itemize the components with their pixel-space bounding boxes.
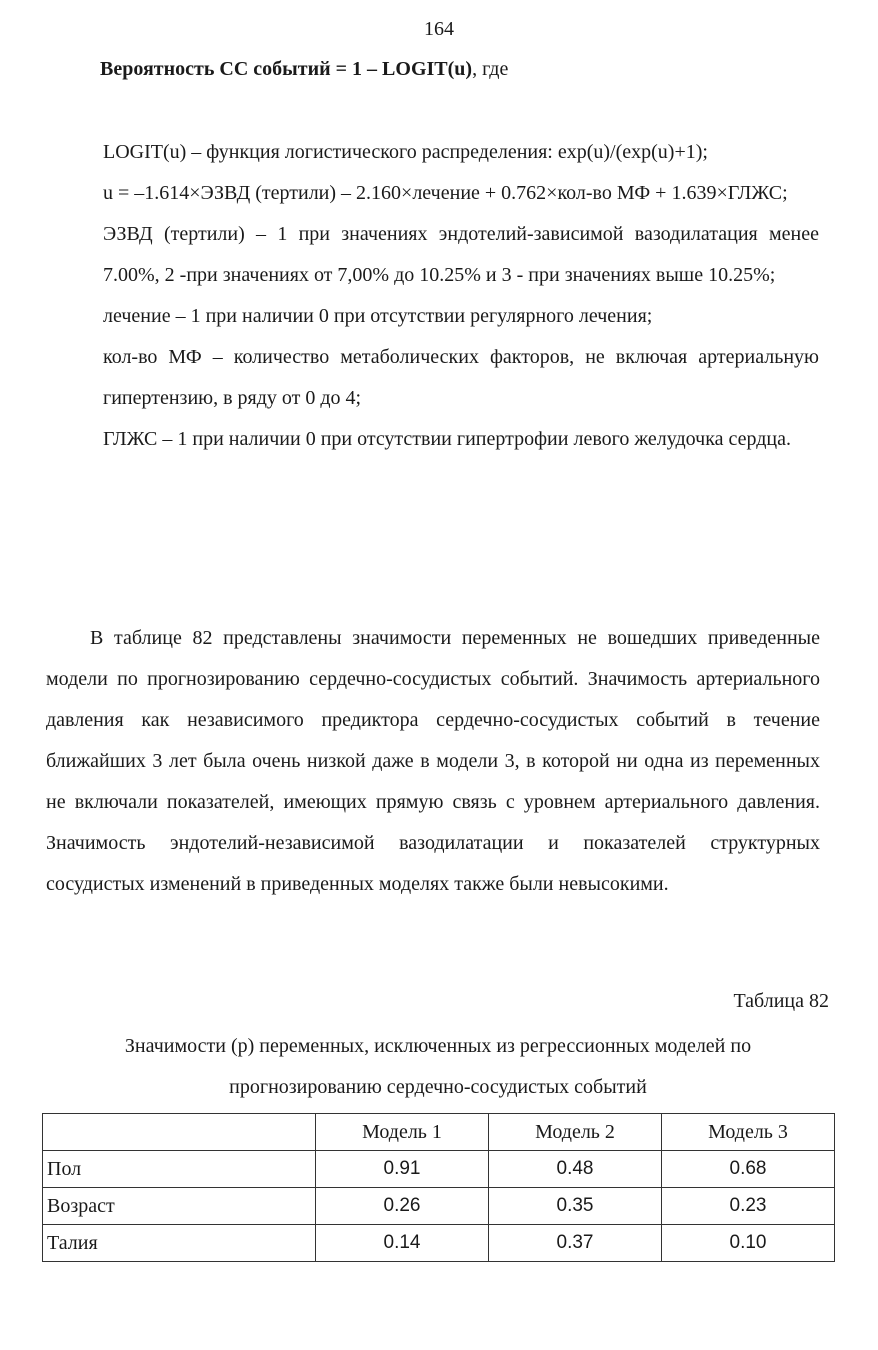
table-header-model-2: Модель 2 <box>489 1114 662 1151</box>
formula-title <box>100 58 508 81</box>
table-cell: 0.37 <box>489 1225 662 1262</box>
table-row <box>43 1225 835 1262</box>
main-paragraph: В таблице 82 представлены значимости переменных не вошедших приведенные модели по прогнозированию сердечно-сосудистых событий. Значимость артериального давления как независимого предиктора сердечно-сосудистых событий в течение ближайших 3 лет была очень низкой даже в модели 3, в которой ни одна из переменных не включали показателей, имеющих прямую связь с уровнем артериального давления. Значимость эндотелий-независимой вазодилатации и показателей структурных сосудистых изменений в приведенных моделях также были невысокими. <box>46 627 820 895</box>
significance-table <box>42 1113 835 1262</box>
table-caption-line1: Значимости (р) переменных, исключенных из регрессионных моделей по <box>124 1035 752 1057</box>
table-header-model-3: Модель 3 <box>662 1114 835 1151</box>
table-caption <box>40 1026 836 1108</box>
table-cell: 0.35 <box>489 1188 662 1225</box>
table-cell: 0.26 <box>316 1188 489 1225</box>
formula-suffix: , где <box>472 58 509 80</box>
table-label: Таблица 82 <box>733 990 829 1012</box>
table-row <box>43 1188 835 1225</box>
table-header-row <box>43 1114 835 1151</box>
definition-ezvd: ЭЗВД (тертили) – 1 при значениях эндотелий-зависимой вазодилатация менее 7.00%, 2 -при значениях от 7,00% до 10.25% и 3 - при значениях выше 10.25%; <box>103 223 819 286</box>
definition-mf-count: кол-во МФ – количество метаболических факторов, не включая артериальную гипертензию, в ряду от 0 до 4; <box>103 346 819 409</box>
row-label-age: Возраст <box>43 1188 316 1225</box>
formula-bold: Вероятность СС событий = 1 – LOGIT(u) <box>100 58 473 80</box>
table-caption-line2: прогнозированию сердечно-сосудистых событий <box>229 1076 647 1098</box>
row-label-waist: Талия <box>43 1225 316 1262</box>
row-label-sex: Пол <box>43 1151 316 1188</box>
table-header-model-1: Модель 1 <box>316 1114 489 1151</box>
table-cell: 0.23 <box>662 1188 835 1225</box>
page-number: 164 <box>424 18 454 40</box>
table-cell: 0.14 <box>316 1225 489 1262</box>
table-header-empty <box>43 1114 316 1151</box>
table-cell: 0.91 <box>316 1151 489 1188</box>
table-cell: 0.10 <box>662 1225 835 1262</box>
definition-treatment: лечение – 1 при наличии 0 при отсутствии регулярного лечения; <box>103 305 653 327</box>
table-row <box>43 1151 835 1188</box>
table-cell: 0.68 <box>662 1151 835 1188</box>
definition-logit: LOGIT(u) – функция логистического распределения: exp(u)/(exp(u)+1); <box>103 141 708 163</box>
definitions-list <box>103 132 819 460</box>
table-cell: 0.48 <box>489 1151 662 1188</box>
definition-u: u = –1.614×ЭЗВД (тертили) – 2.160×лечение + 0.762×кол-во МФ + 1.639×ГЛЖС; <box>103 182 788 204</box>
definition-glzhs: ГЛЖС – 1 при наличии 0 при отсутствии гипертрофии левого желудочка сердца. <box>103 428 791 450</box>
